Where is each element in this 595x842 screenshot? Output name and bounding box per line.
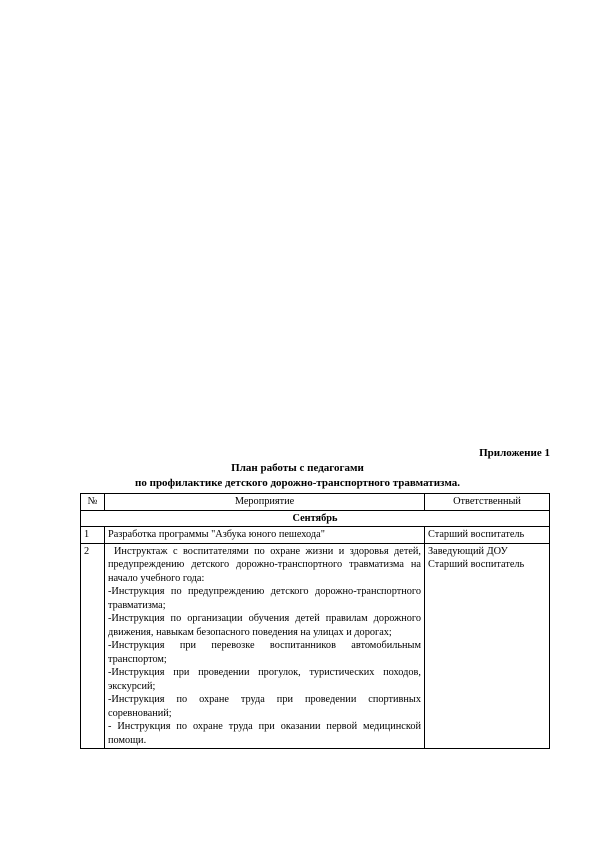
row-number: 1 [81,527,105,544]
appendix-label: Приложение 1 [479,447,550,459]
event-line: Инструктаж с воспитателями по охране жизни и здоровья детей, предупреждению детского дорожно-транспортного травматизма на начало учебного года: [108,545,421,584]
table-header-row [81,494,550,511]
event-line: -Инструкция при перевозке воспитанников автомобильным транспортом; [108,640,421,665]
row-responsible: Старший воспитатель [425,527,550,544]
document-title: План работы с педагогами [231,462,364,474]
row-event [105,543,425,749]
event-line: - Инструкция по охране труда при оказании первой медицинской помощи. [108,721,421,746]
event-line: -Инструкция по предупреждению детского дорожно-транспортного травматизма; [108,586,421,611]
row-responsible [425,543,550,749]
event-line: -Инструкция по охране труда при проведении спортивных соревнований; [108,694,421,719]
row-event: Разработка программы "Азбука юного пешехода" [105,527,425,544]
event-line: -Инструкция по организации обучения детей правилам дорожного движения, навыкам безопасного поведения на улицах и дорогах; [108,613,421,638]
month-row [81,510,550,527]
plan-table [80,493,550,749]
month-label: Сентябрь [81,510,550,527]
table-row [81,527,550,544]
table-row [81,543,550,749]
column-header-event: Мероприятие [105,494,425,511]
responsible-line: Заведующий ДОУ [428,545,508,557]
column-header-responsible: Ответственный [425,494,550,511]
event-line: -Инструкция при проведении прогулок, туристических походов, экскурсий; [108,667,421,692]
row-number: 2 [81,543,105,749]
column-header-number: № [81,494,105,511]
document-subtitle: по профилактике детского дорожно-транспортного травматизма. [135,477,460,489]
responsible-line: Старший воспитатель [428,559,525,570]
